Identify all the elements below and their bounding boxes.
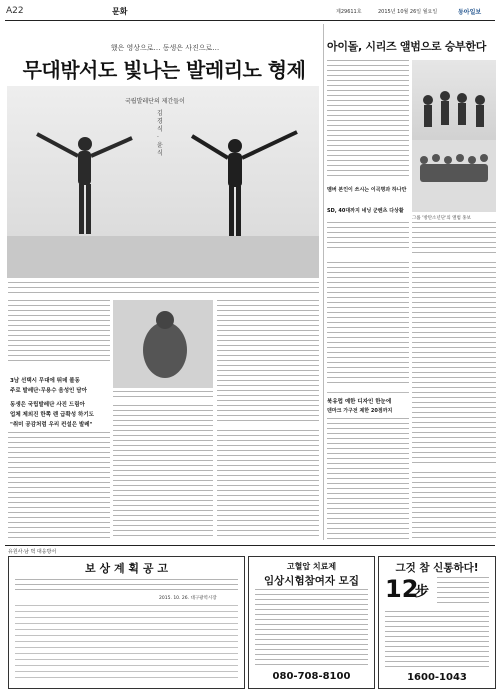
body-col-1 <box>8 300 110 365</box>
right-body-5 <box>327 418 409 540</box>
health-ad <box>378 556 496 689</box>
book-caption <box>113 391 213 401</box>
issue-date: 2015년 10월 26일 월요일 <box>378 9 438 15</box>
compensation-ad <box>8 556 245 689</box>
right-body-2 <box>327 222 409 252</box>
compensation-body <box>15 579 238 593</box>
right-subhead-2: SD, 40대까지 네닝 군벤츠 다상활 <box>327 208 404 214</box>
page-header <box>0 0 500 22</box>
right-body-1 <box>327 60 409 180</box>
right-subhead-1: 멤버 본인이 쓰시는 이곡명과 하나만 <box>327 187 407 193</box>
paper-name: 동아일보 <box>458 9 482 16</box>
issue-number: 제29611호 <box>336 9 362 15</box>
body-col-3b <box>217 430 319 540</box>
clinical-trial-ad <box>248 556 375 689</box>
right-headline: 아이돌, 시리즈 앨범으로 승부한다 <box>327 40 487 53</box>
subhead-2c: "취미 공감처럼 우리 컨설은 발레" <box>10 422 93 428</box>
column-divider <box>323 24 324 540</box>
subhead-1: 3남 선택시 무대에 뛰데 볼동 <box>10 378 80 384</box>
right-subhead-3b: 덴마크 가구전 제한 20점까지 <box>327 408 393 414</box>
health-unit: 步 <box>415 584 429 600</box>
header-rule <box>5 20 495 21</box>
section-name: 문화 <box>112 7 128 16</box>
right-divider <box>327 392 409 393</box>
clinical-body <box>255 589 368 667</box>
page-number: A22 <box>6 6 24 16</box>
health-body <box>437 577 489 605</box>
photo-label: 국립발레단의 제간들이 <box>125 98 185 105</box>
clinical-small: 고혈압 치료제 <box>286 562 337 571</box>
compensation-table <box>15 605 238 683</box>
subhead-2b: 업체 제외진 한쪽 렌 급확성 하기도 <box>10 412 94 418</box>
health-body-2 <box>385 611 489 669</box>
clinical-title: 임상시험참여자 모집 <box>264 575 359 587</box>
subhead-2: 동생은 국립발레단 사진 드림아 <box>10 402 85 408</box>
clinical-phone: 080-708-8100 <box>272 671 351 682</box>
body-col-2 <box>113 405 213 540</box>
idol-photo <box>412 60 496 212</box>
body-col-3 <box>217 300 319 425</box>
health-title: 그것 참 신통하다! <box>395 562 479 574</box>
compensation-title: 보 상 계 획 공 고 <box>85 562 168 575</box>
body-col-1b <box>8 432 110 540</box>
right-body-4 <box>412 262 496 467</box>
health-phone: 1600-1043 <box>407 672 467 683</box>
photo-vertical-names: 김 경 식 · 윤 식 <box>157 110 163 157</box>
ads-rule <box>5 545 495 546</box>
idol-caption-lines <box>412 222 496 254</box>
health-number: 12 <box>385 575 419 603</box>
story-headline: 무대밖서도 빛나는 발레리노 형제 <box>22 58 306 82</box>
right-subhead-3: 북유럽 예한 디자인 한눈에 <box>327 399 392 405</box>
book-photo <box>113 300 213 388</box>
right-body-6 <box>412 472 496 540</box>
story-kicker: 했은 영상으로… 동생은 사진으로… <box>110 44 220 52</box>
left-ad-top: 유원사·남 벅 대응방서 <box>8 549 57 555</box>
idol-caption: 그룹 '방탄소년단'의 앨범 홍보 <box>412 216 471 221</box>
photo-caption <box>8 282 319 296</box>
compensation-sub: 2015. 10. 26. 대구광역시장 <box>159 596 217 601</box>
right-body-3 <box>327 262 409 387</box>
dancers-photo <box>7 86 319 278</box>
subhead-1b: 주로 발레단·무용수 음성인 담아 <box>10 388 87 394</box>
